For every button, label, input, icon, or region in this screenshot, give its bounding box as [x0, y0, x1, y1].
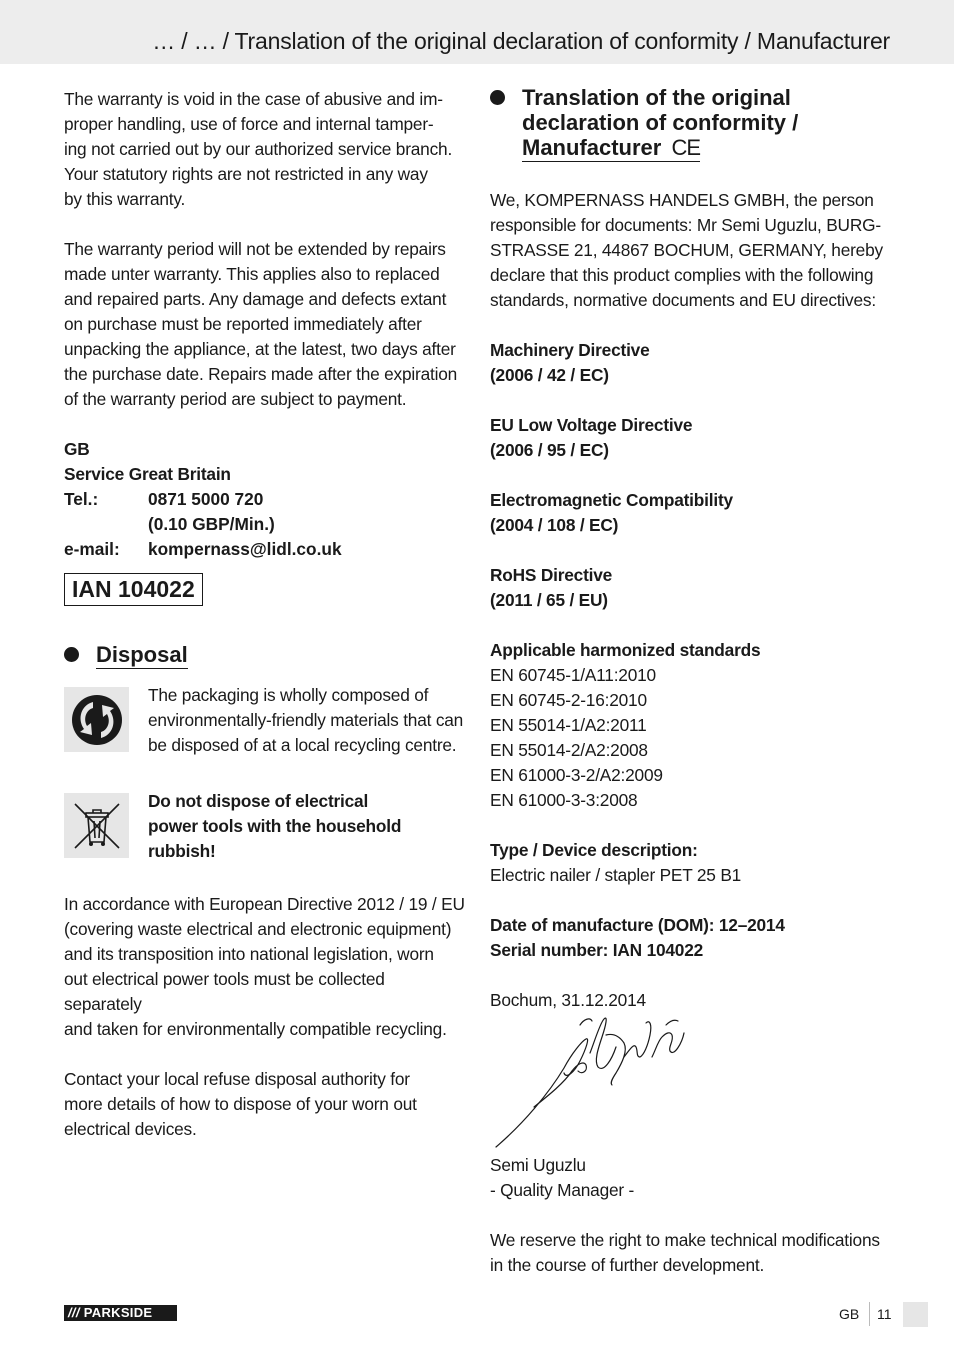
text-line: Your statutory rights are not restricted in any way	[64, 164, 428, 184]
standard-item: EN 61000-3-2/A2:2009	[490, 765, 663, 785]
text-line: (2006 / 95 / EC)	[490, 440, 609, 460]
service-contact	[64, 437, 466, 562]
standard-item: EN 61000-3-3:2008	[490, 790, 638, 810]
email-label: e-mail:	[64, 539, 120, 559]
text-line: unpacking the appliance, at the latest, two days after	[64, 339, 456, 359]
text-line: (2011 / 65 / EU)	[490, 590, 608, 610]
text-line: Contact your local refuse disposal authority for	[64, 1069, 410, 1089]
warranty-paragraph-2	[64, 237, 466, 412]
heading-line: declaration of conformity /	[522, 110, 799, 135]
emc-directive	[490, 488, 895, 538]
standard-item: EN 55014-1/A2:2011	[490, 715, 647, 735]
text-line: and taken for environmentally compatible recycling.	[64, 1019, 447, 1039]
text-line: ing not carried out by our authorized service branch.	[64, 139, 453, 159]
text-line: (2006 / 42 / EC)	[490, 365, 609, 385]
text-line: proper handling, use of force and internal tamper-	[64, 114, 434, 134]
service-name: Service Great Britain	[64, 464, 231, 484]
bin-warning	[148, 789, 401, 864]
packaging-text	[148, 683, 463, 758]
type-value: Electric nailer / stapler PET 25 B1	[490, 865, 742, 885]
standards-heading: Applicable harmonized standards	[490, 640, 761, 660]
left-column	[64, 87, 466, 1142]
packaging-row	[64, 687, 466, 758]
directive-paragraph	[64, 892, 466, 1042]
text-line: (covering waste electrical and electronic equipment)	[64, 919, 452, 939]
text-line: The packaging is wholly composed of	[148, 685, 429, 705]
text-line: made unter warranty. This applies also to replaced	[64, 264, 440, 284]
brand-name: PARKSIDE	[83, 1305, 153, 1320]
low-voltage-directive	[490, 413, 895, 463]
email-value: kompernass@lidl.co.uk	[148, 539, 342, 559]
ce-mark: CE	[671, 135, 701, 160]
text-line: standards, normative documents and EU directives:	[490, 290, 876, 310]
text-line: In accordance with European Directive 2012 / 19 / EU	[64, 894, 465, 914]
page-number: 11	[877, 1306, 892, 1322]
text-line: and repaired parts. Any damage and defects extant	[64, 289, 447, 309]
text-line: and its transposition into national legislation, worn	[64, 944, 434, 964]
text-line: The warranty is void in the case of abusive and im-	[64, 89, 443, 109]
standard-item: EN 60745-2-16:2010	[490, 690, 647, 710]
service-country: GB	[64, 439, 90, 459]
text-line: on purchase must be reported immediately after	[64, 314, 422, 334]
machinery-directive	[490, 338, 895, 388]
text-line: We, KOMPERNASS HANDELS GMBH, the person	[490, 190, 874, 210]
contact-paragraph	[64, 1067, 466, 1142]
text-line: the purchase date. Repairs made after the expiration	[64, 364, 458, 384]
signer-name: Semi Uguzlu	[490, 1155, 586, 1175]
warranty-paragraph-1	[64, 87, 466, 212]
text-line: RoHS Directive	[490, 565, 613, 585]
ian-box: IAN 104022	[64, 573, 203, 606]
text-line: STRASSE 21, 44867 BOCHUM, GERMANY, hereby	[490, 240, 883, 260]
footer-language: GB	[839, 1306, 860, 1322]
text-line: We reserve the right to make technical modifications	[490, 1230, 880, 1250]
declaration-intro	[490, 188, 895, 313]
heading-line: Manufacturer	[522, 135, 662, 160]
disposal-heading-text: Disposal	[96, 642, 188, 667]
bin-row	[64, 793, 466, 864]
type-label: Type / Device description:	[490, 840, 698, 860]
page-title: … / … / Translation of the original declaration of conformity / Manufacturer	[152, 28, 890, 54]
text-line: power tools with the household	[148, 816, 402, 836]
disposal-heading	[64, 642, 466, 669]
text-line: of the warranty period are subject to payment.	[64, 389, 407, 409]
email-row	[64, 537, 466, 562]
standards-list	[490, 663, 895, 813]
tel-value: 0871 5000 720	[148, 489, 264, 509]
bullet-icon	[64, 647, 79, 662]
text-line: in the course of further development.	[490, 1255, 765, 1275]
text-line: electrical devices.	[64, 1119, 197, 1139]
parkside-logo	[64, 1305, 177, 1321]
text-line: more details of how to dispose of your worn out	[64, 1094, 417, 1114]
header-bar	[0, 0, 954, 64]
text-line: The warranty period will not be extended by repairs	[64, 239, 446, 259]
right-column	[490, 85, 895, 1278]
place-date: Bochum, 31.12.2014	[490, 990, 646, 1010]
recycling-icon	[64, 687, 129, 752]
text-line: declare that this product complies with the following	[490, 265, 874, 285]
text-line: Do not dispose of electrical	[148, 791, 369, 811]
rohs-directive	[490, 563, 895, 613]
serial-number: Serial number: IAN 104022	[490, 940, 704, 960]
footer-tab	[903, 1302, 928, 1327]
tel-row	[64, 487, 466, 512]
text-line: out electrical power tools must be collected separately	[64, 969, 385, 1014]
bullet-icon	[490, 90, 505, 105]
text-line: EU Low Voltage Directive	[490, 415, 693, 435]
footer-divider	[869, 1302, 870, 1326]
reserve-note	[490, 1228, 895, 1278]
date-of-manufacture: Date of manufacture (DOM): 12–2014	[490, 915, 785, 935]
signer-title: - Quality Manager -	[490, 1180, 635, 1200]
text-line: Machinery Directive	[490, 340, 650, 360]
text-line: rubbish!	[148, 841, 216, 861]
signature-image	[494, 1013, 694, 1149]
tel-rate: (0.10 GBP/Min.)	[148, 514, 275, 534]
conformity-heading	[490, 85, 895, 162]
text-line: Electromagnetic Compatibility	[490, 490, 733, 510]
heading-line: Translation of the original	[522, 85, 791, 110]
text-line: responsible for documents: Mr Semi Uguzlu, BURG-	[490, 215, 881, 235]
standard-item: EN 60745-1/A11:2010	[490, 665, 656, 685]
crossed-bin-icon	[64, 793, 129, 858]
text-line: (2004 / 108 / EC)	[490, 515, 619, 535]
standard-item: EN 55014-2/A2:2008	[490, 740, 648, 760]
text-line: be disposed of at a local recycling centre.	[148, 735, 457, 755]
text-line: environmentally-friendly materials that can	[148, 710, 464, 730]
tel-rate-row	[64, 512, 466, 537]
logo-slashes: ///	[68, 1305, 80, 1320]
text-line: by this warranty.	[64, 189, 186, 209]
tel-label: Tel.:	[64, 489, 99, 509]
